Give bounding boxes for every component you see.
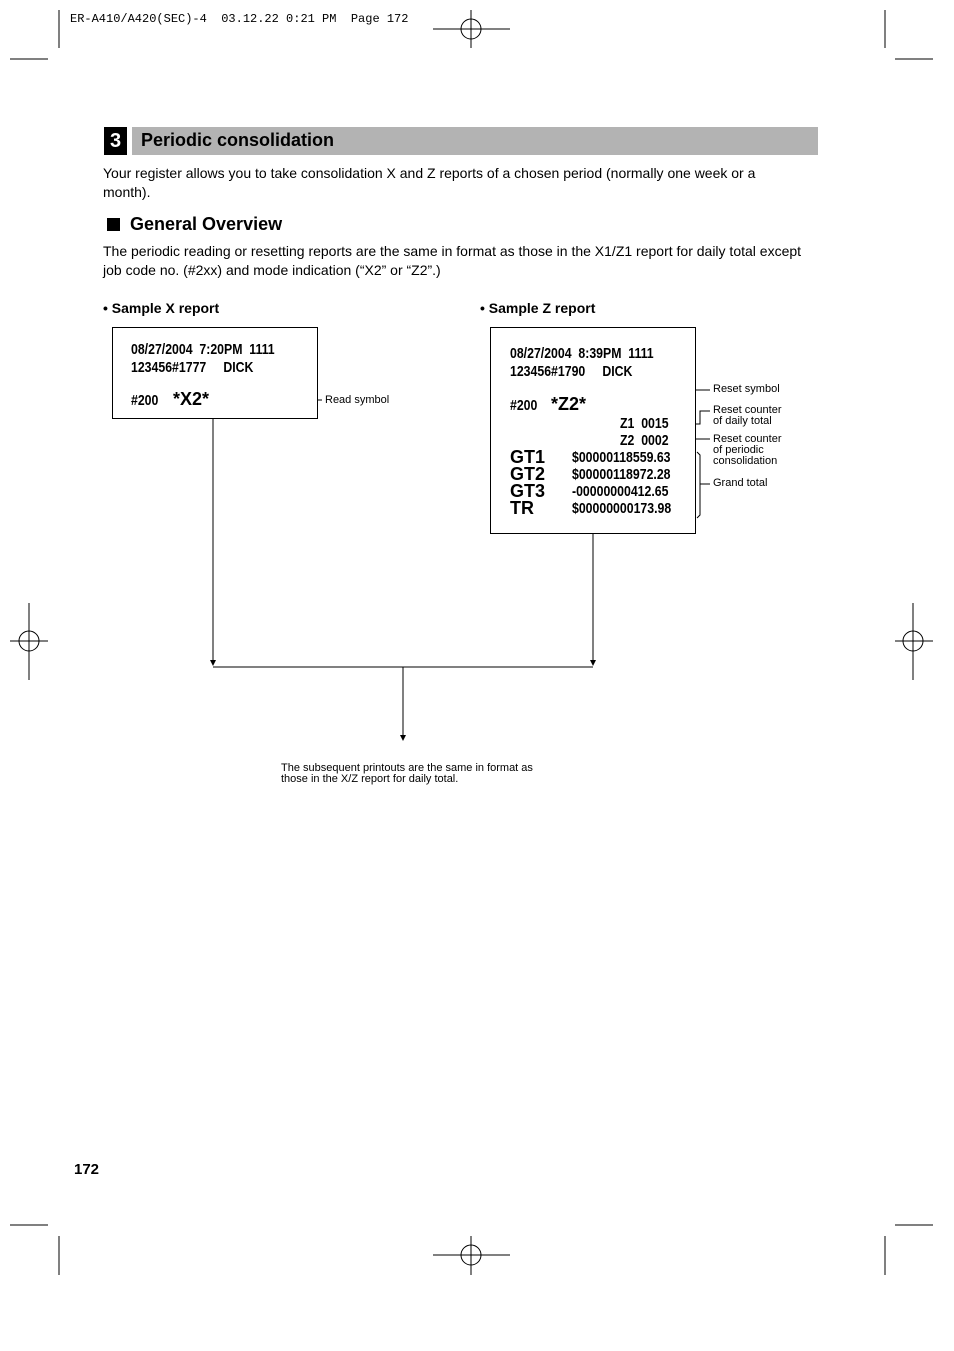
section-title: Periodic consolidation	[141, 130, 335, 150]
grand-total-label: Grand total	[713, 477, 768, 489]
z-report-z2-counter: Z2 0002	[620, 432, 669, 449]
z-report-job-code: #200	[510, 397, 538, 414]
z-report-caption: • Sample Z report	[480, 300, 596, 316]
z-report-line2: 123456#1790 DICK	[510, 363, 633, 380]
reset-daily-counter-label: Reset counter of daily total	[713, 404, 782, 427]
overview-paragraph: The periodic reading or resetting reports are the same in format as those in the X1/Z1 report for daily total except job code no. (#2xx) and mode indication (“X2” or “Z2”.)	[103, 243, 802, 278]
total-label: GT3	[510, 481, 546, 501]
total-value: $00000000173.98	[572, 500, 672, 517]
x-report-line2: 123456#1777 DICK	[131, 359, 254, 376]
total-value: $00000118559.63	[572, 449, 671, 466]
x-report-job-code: #200	[131, 392, 159, 409]
page-number: 172	[74, 1161, 100, 1178]
square-bullet-icon	[107, 218, 120, 231]
total-value: $00000118972.28	[572, 466, 671, 483]
total-label: TR	[510, 498, 534, 518]
reset-periodic-counter-label: Reset counter of periodic consolidation	[713, 433, 782, 467]
total-label: GT1	[510, 447, 546, 467]
x-report-mode-symbol: *X2*	[173, 389, 210, 409]
z-report-line1: 08/27/2004 8:39PM 1111	[510, 345, 654, 362]
total-value: -00000000412.65	[572, 483, 669, 500]
file-info-header: ER-A410/A420(SEC)-4 03.12.22 0:21 PM Page 172	[70, 12, 409, 26]
z-report-receipt	[490, 327, 696, 534]
subsection-title: General Overview	[130, 214, 283, 234]
total-label: GT2	[510, 464, 546, 484]
intro-paragraph: Your register allows you to take consolidation X and Z reports of a chosen period (normally one week or a month).	[103, 165, 756, 200]
section-number-badge: 3	[104, 127, 127, 155]
subsequent-printouts-note: The subsequent printouts are the same in format as those in the X/Z report for daily total.	[281, 762, 533, 785]
z-report-mode-symbol: *Z2*	[551, 394, 587, 414]
x-report-line1: 08/27/2004 7:20PM 1111	[131, 341, 275, 358]
read-symbol-label: Read symbol	[325, 394, 390, 406]
z-report-z1-counter: Z1 0015	[620, 415, 669, 432]
x-report-receipt	[112, 327, 318, 419]
x-report-caption: • Sample X report	[103, 300, 220, 316]
reset-symbol-label: Reset symbol	[713, 383, 780, 395]
